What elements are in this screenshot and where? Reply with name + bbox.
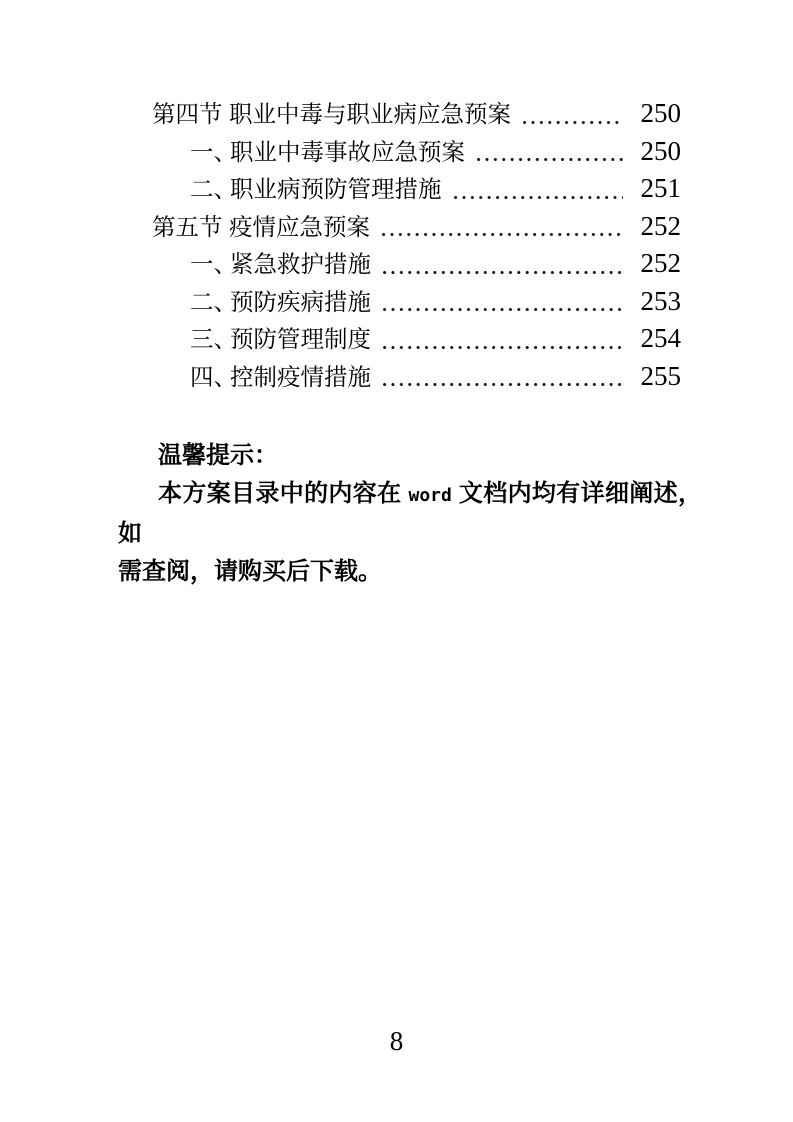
- dot-leader: [523, 120, 623, 125]
- dot-leader: [382, 232, 623, 237]
- toc-entry-title: 预防管理制度: [230, 327, 371, 353]
- toc-entry-sub-4: [0, 360, 793, 398]
- toc-entry-page-number: 250: [640, 135, 681, 166]
- toc-entry-sub-2: [0, 172, 793, 210]
- toc-entry-section-5: [0, 210, 793, 248]
- toc-entry-title: 职业中毒事故应急预案: [230, 139, 465, 166]
- toc-entry-label: 一、: [190, 252, 237, 278]
- toc-entry-label: 二、: [190, 289, 237, 316]
- dot-leader: [454, 195, 624, 200]
- notice-latin-word: word: [408, 485, 452, 506]
- notice-paragraph-line-1: [118, 475, 702, 553]
- footer-page-number: 8: [389, 1026, 404, 1056]
- toc-entry-label: 二、: [190, 177, 237, 203]
- dot-leader: [383, 307, 623, 312]
- toc-entry-page-number: 252: [640, 210, 681, 241]
- dot-leader: [383, 382, 623, 387]
- toc-entry-sub-2: [0, 285, 793, 323]
- toc-entry-sub-1: [0, 135, 793, 173]
- notice-block: [118, 437, 702, 591]
- toc-entry-label: 三、: [190, 327, 237, 353]
- toc-entry-title: 职业中毒与职业病应急预案: [229, 102, 511, 128]
- toc-entry-page-number: 252: [640, 248, 681, 278]
- notice-text-before: 本方案目录中的内容在: [158, 480, 409, 507]
- toc-entry-label: 四、: [190, 364, 237, 391]
- notice-text-after: 文档内均有详细阐述，如: [118, 480, 703, 547]
- toc-entry-page-number: 253: [640, 285, 681, 316]
- toc-entry-page-number: 250: [640, 98, 681, 128]
- notice-paragraph-line-2: 需查阅，请购买后下载。: [118, 558, 382, 585]
- toc-entry-title: 紧急救护措施: [230, 252, 371, 278]
- notice-heading: 温馨提示：: [158, 442, 278, 469]
- toc-entry-title: 控制疫情措施: [230, 364, 371, 391]
- toc-entry-label: 一、: [190, 139, 237, 166]
- dot-leader: [383, 270, 623, 275]
- toc-entry-title: 预防疾病措施: [230, 289, 371, 316]
- toc-entry-page-number: 251: [640, 173, 681, 203]
- toc-entry-page-number: 255: [640, 360, 681, 391]
- toc-entry-title: 疫情应急预案: [229, 214, 370, 241]
- dot-leader: [383, 345, 623, 350]
- toc-entry-sub-1: [0, 247, 793, 285]
- toc-entry-section-4: [0, 97, 793, 135]
- toc-entry-page-number: 254: [640, 323, 681, 353]
- toc-entry-label: 第四节: [152, 102, 223, 128]
- toc-entry-title: 职业病预防管理措施: [230, 177, 442, 203]
- toc-entry-sub-3: [0, 322, 793, 360]
- table-of-contents: [0, 97, 793, 397]
- toc-entry-label: 第五节: [152, 214, 223, 241]
- dot-leader: [477, 157, 623, 162]
